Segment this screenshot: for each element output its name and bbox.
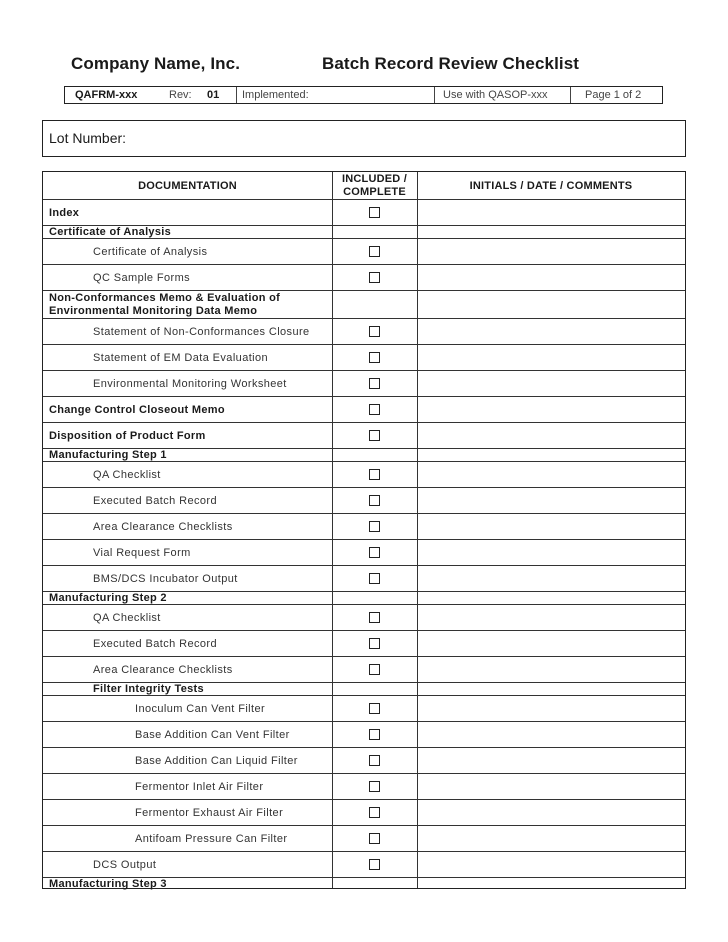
included-checkbox[interactable] [369,859,380,870]
included-checkbox[interactable] [369,495,380,506]
checklist-item-label: Index [49,206,80,219]
included-header: INCLUDED / [342,173,407,185]
checklist-row [43,488,685,514]
checklist-item-label: Statement of Non-Conformances Closure [93,325,310,338]
checklist-item-label: QA Checklist [93,468,161,481]
checklist-row [43,291,685,319]
comments-header: INITIALS / DATE / COMMENTS [469,180,633,192]
checklist-item-label: Disposition of Product Form [49,429,206,442]
form-header-bar [64,86,663,104]
table-header-row [43,172,685,200]
included-checkbox[interactable] [369,404,380,415]
checklist-row [43,826,685,852]
checklist-row [43,566,685,592]
checklist-row [43,514,685,540]
checklist-item-label: Change Control Closeout Memo [49,403,225,416]
checklist-row [43,319,685,345]
documentation-header: DOCUMENTATION [138,180,237,192]
rev-label: Rev: [169,89,192,101]
included-checkbox[interactable] [369,547,380,558]
checklist-row [43,683,685,696]
complete-header: COMPLETE [343,186,406,198]
header-divider [434,87,435,103]
checklist-row [43,605,685,631]
checklist-row [43,631,685,657]
checklist-item-label: Base Addition Can Liquid Filter [135,754,298,767]
checklist-item-label: BMS/DCS Incubator Output [93,572,238,585]
included-checkbox[interactable] [369,664,380,675]
checklist-item-label: Manufacturing Step 1 [49,449,167,461]
included-checkbox[interactable] [369,352,380,363]
included-checkbox[interactable] [369,755,380,766]
checklist-item-label: Statement of EM Data Evaluation [93,351,269,364]
included-checkbox[interactable] [369,378,380,389]
checklist-row [43,722,685,748]
checklist-item-label: QC Sample Forms [93,271,191,284]
checklist-item-label: Area Clearance Checklists [93,520,233,533]
checklist-row [43,371,685,397]
checklist-item-label: Executed Batch Record [93,637,217,650]
checklist-row [43,696,685,722]
included-checkbox[interactable] [369,469,380,480]
included-checkbox[interactable] [369,833,380,844]
checklist-item-label: Filter Integrity Tests [93,683,204,695]
document-title: Batch Record Review Checklist [322,54,580,73]
checklist-row [43,265,685,291]
implemented-label: Implemented: [242,89,309,101]
lot-number-label: Lot Number: [49,130,127,146]
checklist-row [43,226,685,239]
included-checkbox[interactable] [369,729,380,740]
included-checkbox[interactable] [369,521,380,532]
checklist-item-label: Environmental Monitoring Worksheet [93,377,287,390]
lot-number-field[interactable] [42,120,686,157]
included-checkbox[interactable] [369,207,380,218]
checklist-item-label-line2: Environmental Monitoring Data Memo [49,305,258,317]
header-divider [570,87,571,103]
included-checkbox[interactable] [369,612,380,623]
checklist-row [43,852,685,878]
checklist-item-label: Fermentor Inlet Air Filter [135,780,264,793]
page-number: Page 1 of 2 [585,89,642,101]
checklist-item-label: Manufacturing Step 3 [49,878,167,890]
included-checkbox[interactable] [369,573,380,584]
checklist-item-label: Vial Request Form [93,546,191,559]
checklist-row [43,748,685,774]
checklist-item-label: Certificate of Analysis [49,226,172,238]
checklist-table [42,171,686,889]
checklist-item-label: Inoculum Can Vent Filter [135,702,266,715]
checklist-row [43,345,685,371]
checklist-row [43,200,685,226]
rev-value: 01 [207,89,220,101]
checklist-item-label: QA Checklist [93,611,161,624]
checklist-row [43,449,685,462]
included-checkbox[interactable] [369,430,380,441]
checklist-item-label: Executed Batch Record [93,494,217,507]
included-checkbox[interactable] [369,638,380,649]
included-checkbox[interactable] [369,272,380,283]
checklist-row [43,397,685,423]
header-divider [236,87,237,103]
checklist-item-label: DCS Output [93,858,157,871]
checklist-row [43,540,685,566]
checklist-row [43,462,685,488]
checklist-row [43,423,685,449]
checklist-row [43,592,685,605]
checklist-row [43,239,685,265]
included-checkbox[interactable] [369,703,380,714]
company-name: Company Name, Inc. [71,54,241,73]
checklist-item-label: Certificate of Analysis [93,245,208,258]
checklist-row [43,878,685,891]
included-checkbox[interactable] [369,781,380,792]
included-checkbox[interactable] [369,807,380,818]
checklist-item-label: Base Addition Can Vent Filter [135,728,290,741]
checklist-item-label: Manufacturing Step 2 [49,592,167,604]
checklist-item-label: Antifoam Pressure Can Filter [135,832,288,845]
checklist-row [43,800,685,826]
included-checkbox[interactable] [369,246,380,257]
checklist-item-label: Area Clearance Checklists [93,663,233,676]
checklist-item-label: Non-Conformances Memo & Evaluation of [49,292,281,304]
checklist-row [43,774,685,800]
included-checkbox[interactable] [369,326,380,337]
checklist-row [43,657,685,683]
form-id: QAFRM-xxx [75,89,138,101]
checklist-item-label: Fermentor Exhaust Air Filter [135,806,284,819]
use-with-label: Use with QASOP-xxx [443,89,548,101]
